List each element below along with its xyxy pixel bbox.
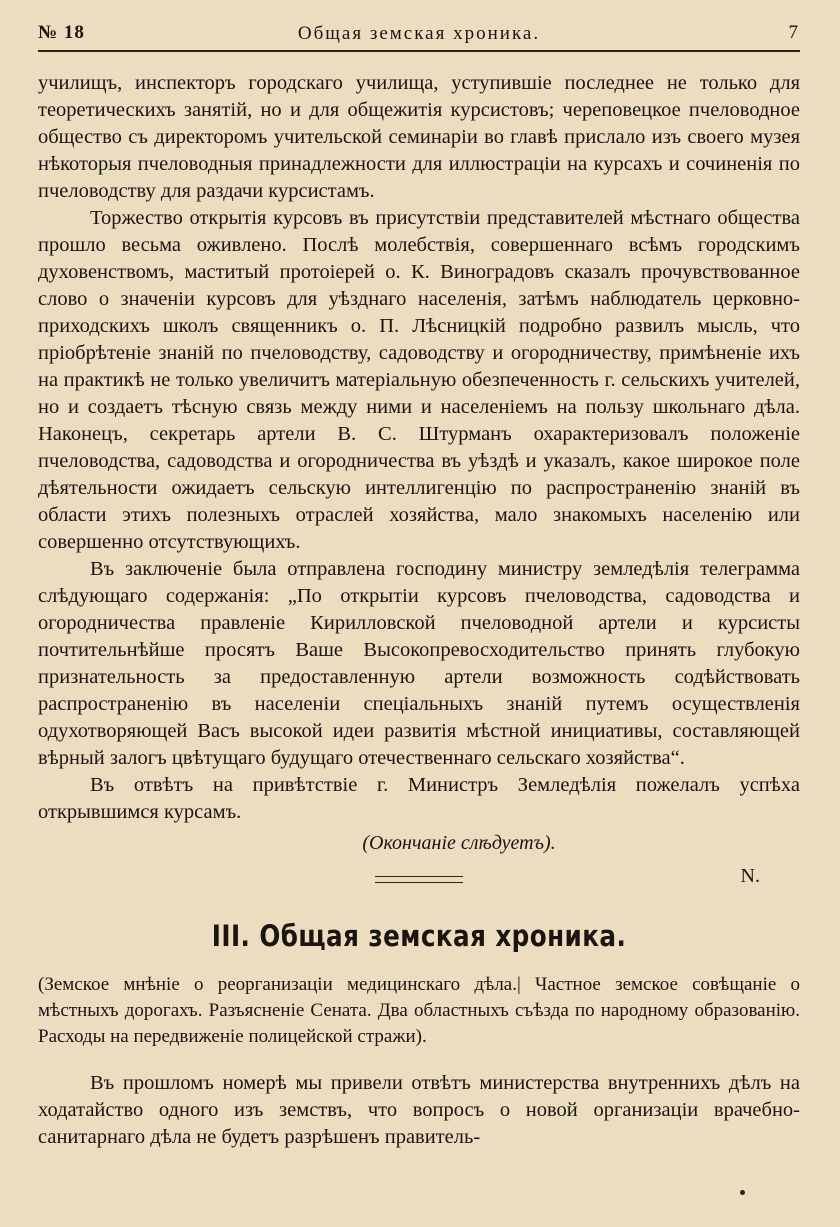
page-header [38,20,800,52]
section-intro [38,1070,800,1151]
running-title: Общая земская хроника. [297,23,541,44]
print-mark [740,1190,745,1195]
continuation-note: (Окончаніе слѣдуетъ). [362,832,556,854]
section-divider [375,876,463,883]
section-heading: III. Общая земская хроника. [211,919,627,953]
page-number: 7 [788,22,798,43]
paragraph: Въ заключеніе была отправлена господину министру земледѣлія телеграмма слѣдующаго содержанія: „По открытіи курсовъ пчеловодства, садоводства и огородничества правленіе Кирилловской пчеловодной артели и курсисты почтительнѣйше просятъ Ваше Высокопревосходительство принять глубокую признательность за предоставленную артели возможность содѣйствовать распространенію въ населеніи спеціальныхъ знаній путемъ осуществленія одухотворяющей Васъ высокой идеи развитія мѣстной инициативы, составляющей вѣрный залогъ цвѣтущаго будущаго отечественнаго сельскаго хозяйства“. [38,558,800,769]
paragraph: Въ прошломъ номерѣ мы привели отвѣтъ министерства внутреннихъ дѣлъ на ходатайство одного изъ земствъ, что вопросъ о новой организаціи врачебно-санитарнаго дѣла не будетъ разрѣшенъ правитель- [38,1072,800,1148]
paragraph: училищъ, инспекторъ городскаго училища, уступившіе последнее не только для теоретическихъ занятій, но и для общежитія курсистовъ; череповецкое пчеловодное общество съ директоромъ учительской семинаріи во главѣ прислало изъ своего музея нѣкоторыя пчеловодныя принадлежности для иллюстраціи на курсахъ и сочиненія по пчеловодству для раздачи курсистамъ. [38,72,800,202]
paragraph: Торжество открытія курсовъ въ присутствіи представителей мѣстнаго общества прошло весьма оживлено. Послѣ молебствія, совершеннаго всѣмъ городскимъ духовенствомъ, маститый протоіерей о. К. Виноградовъ сказалъ прочувствованное слово о значеніи курсовъ для уѣзднаго населенія, затѣмъ наблюдатель церковно-приходскихъ школъ священникъ о. П. Лѣсницкій подробно развилъ мысль, что пріобрѣтеніе знаній по пчеловодству, садоводству и огородничеству, примѣненіе ихъ на практикѣ не только увеличитъ матеріальную обезпеченность г. сельскихъ учителей, но и создаетъ тѣсную связь между ними и населеніемъ на пользу школьнаго дѣла. Наконецъ, секретарь артели В. С. Штурманъ охарактеризовалъ положеніе пчеловодства, садоводства и огородничества въ уѣздѣ и указалъ, какое широкое поле дѣятельности ожидаетъ сельскую интеллигенцію по распространенію знаній въ области этихъ полезныхъ отраслей хозяйства, мало знакомыхъ населенію или совершенно отсутствующихъ. [38,207,800,553]
section-summary: (Земское мнѣніе о реорганизаціи медицинскаго дѣла.| Частное земское совѣщаніе о мѣстныхъ дорогахъ. Разъясненіе Сената. Два областныхъ съѣзда по народному образованію. Расходы на передвиженіе полицейской стражи). [38,974,800,1047]
paragraph: Въ отвѣтъ на привѣтствіе г. Министръ Земледѣлія пожелалъ успѣха открывшимся курсамъ. [38,774,800,823]
author-signature: N. [740,865,760,887]
issue-number: № 18 [38,22,85,43]
article-body [38,70,800,1151]
